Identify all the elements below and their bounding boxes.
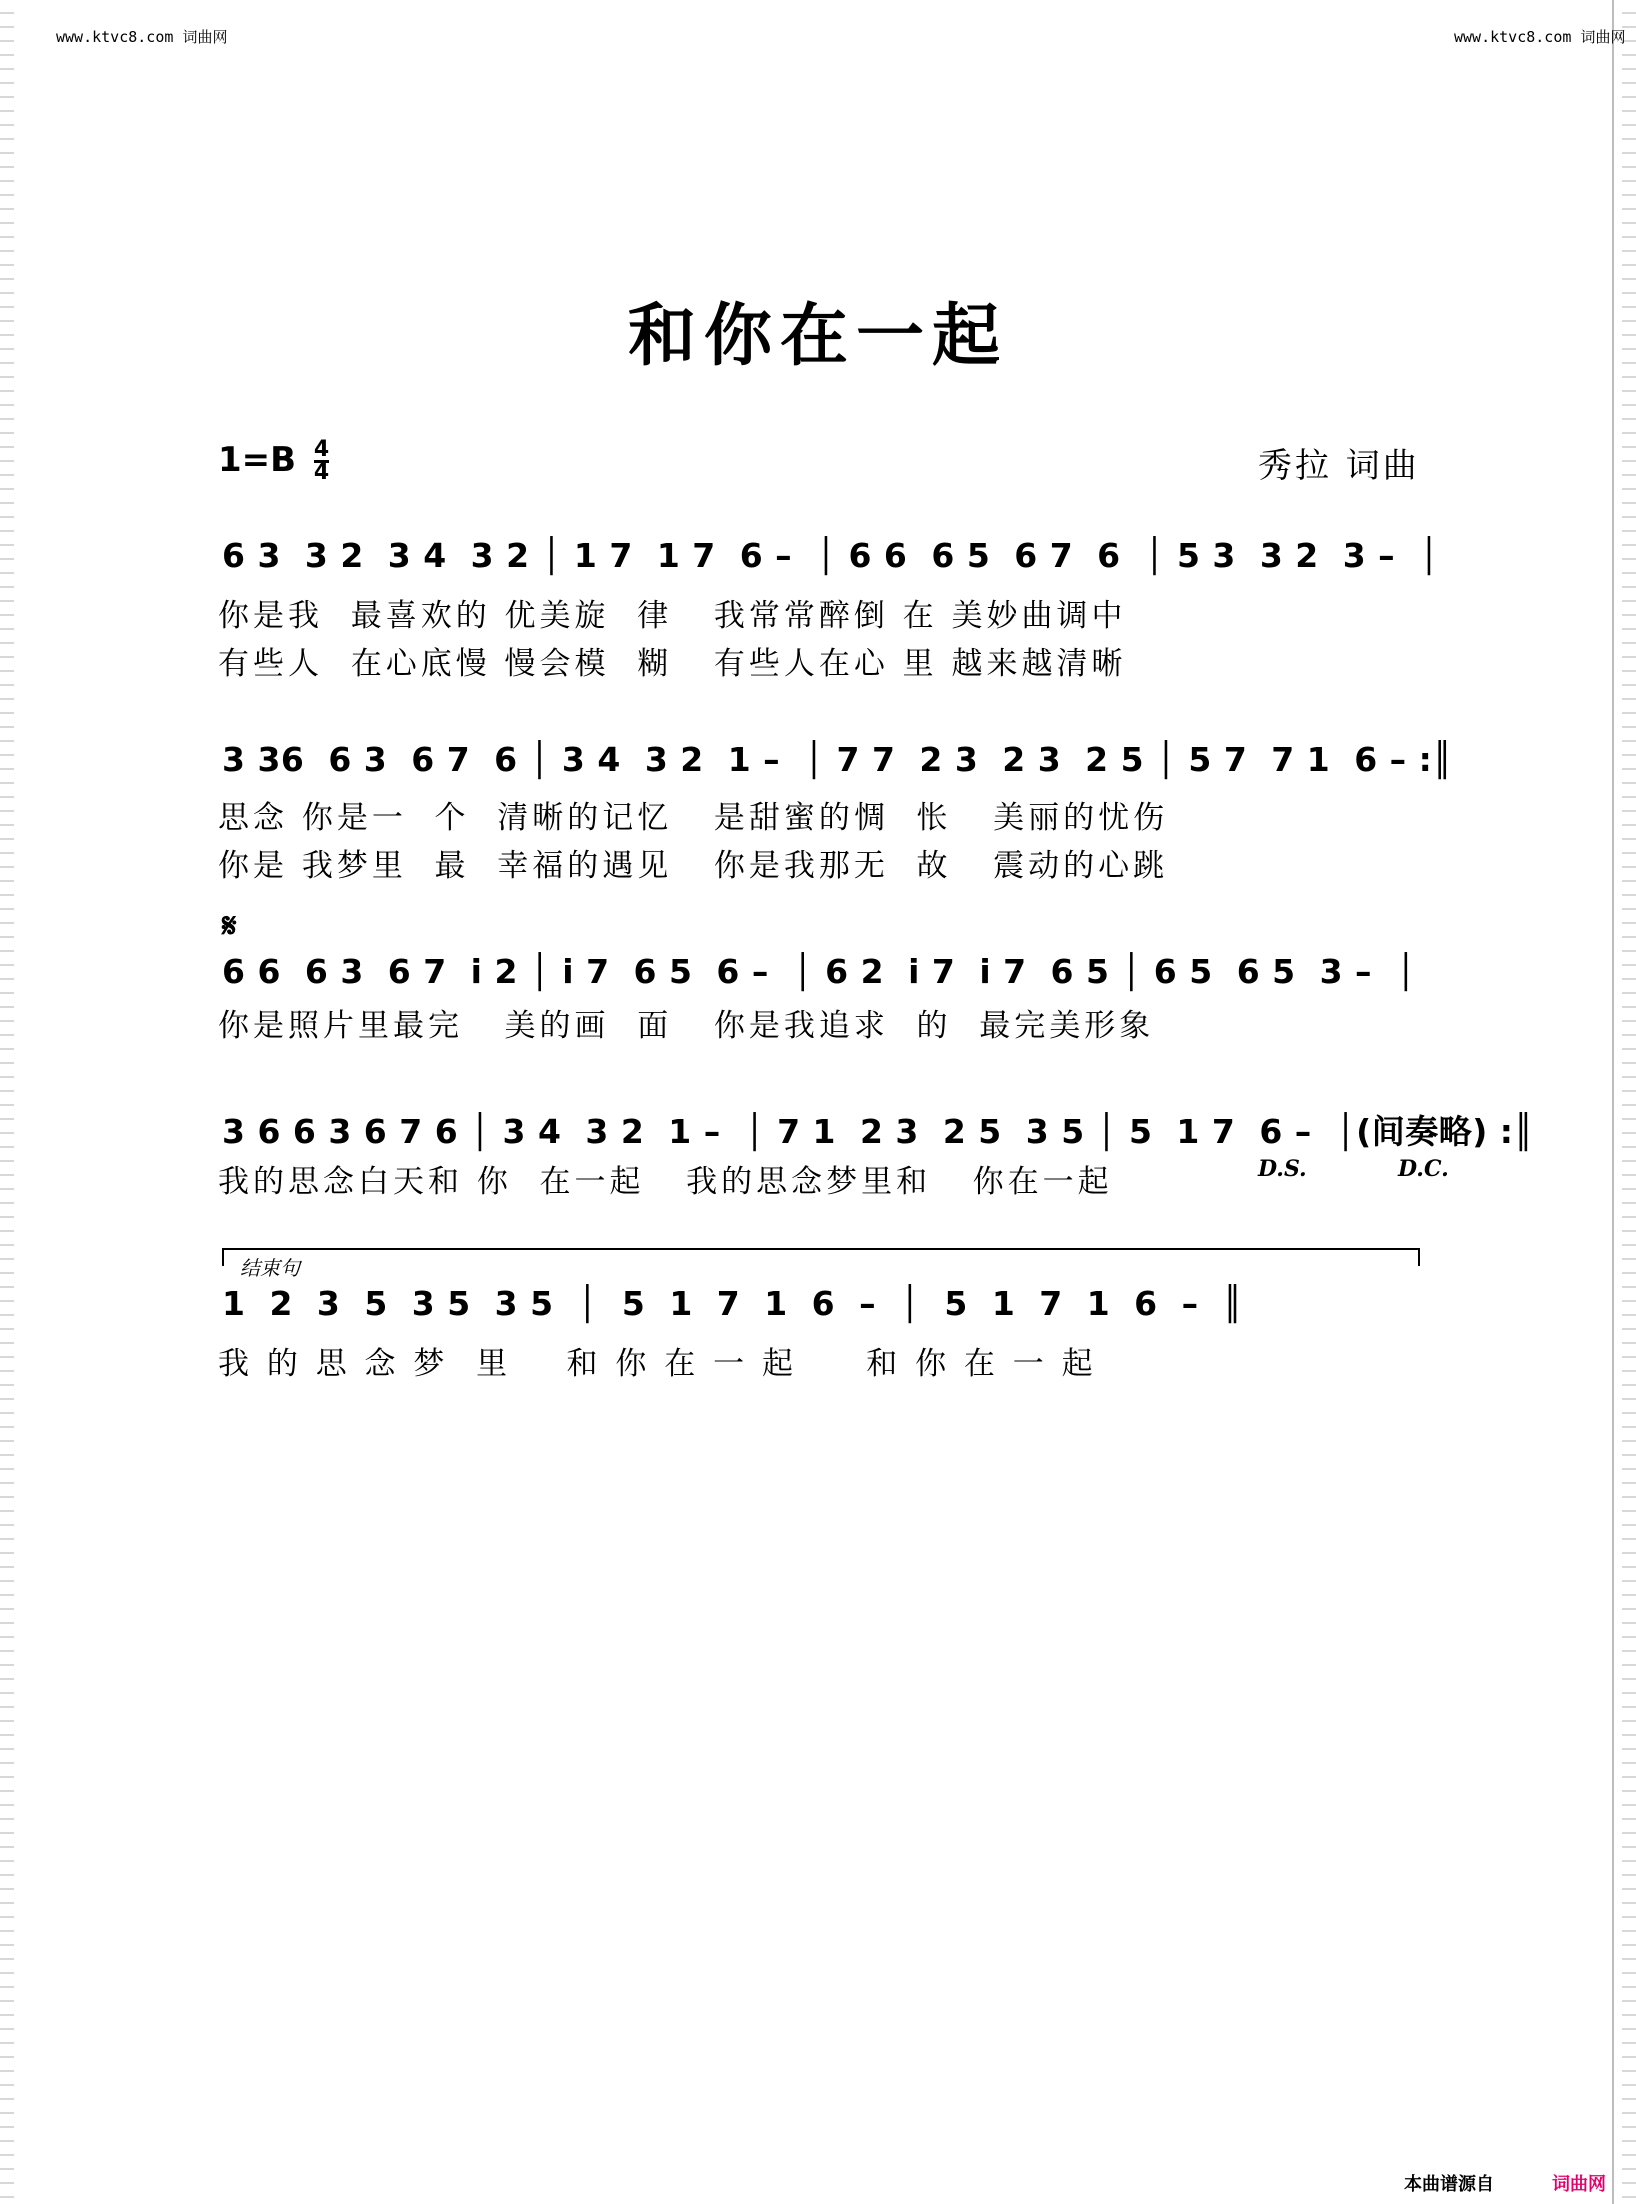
notation-line-4: 3 6 6 3 6 7 6 │ 3 4 3 2 1 – │ 7 1 2 3 2 5 3 5 │ 5 1 7 6 – │(间奏略) :║ <box>222 1112 1534 1151</box>
time-signature <box>313 437 330 485</box>
lyrics-line-2-verse-2: 你是 我梦里 最 幸福的遇见 你是我那无 故 震动的心跳 <box>218 848 1169 884</box>
ending-label: 结束句 <box>240 1256 300 1280</box>
header-right-site[interactable]: www.ktvc8.com <box>1454 28 1572 46</box>
ending-bracket-left-tick <box>222 1248 224 1266</box>
lyrics-line-2-verse-1: 思念 你是一 个 清晰的记忆 是甜蜜的惆 怅 美丽的忧伤 <box>218 800 1169 836</box>
key-label: 1=B <box>218 440 297 480</box>
lyrics-line-1-verse-2: 有些人 在心底慢 慢会模 糊 有些人在心 里 越来越清晰 <box>218 646 1127 682</box>
notation-line-3: 6 6 6 3 6 7 i 2 │ i 7 6 5 6 – │ 6 2 i 7 i 7 6 5 │ 6 5 6 5 3 – │ <box>222 952 1417 991</box>
header-left-name: 词曲网 <box>182 28 228 46</box>
notation-line-1: 6 3 3 2 3 4 3 2 │ 1 7 1 7 6 – │ 6 6 6 5 6 7 6 │ 5 3 3 2 3 – │ <box>222 536 1440 575</box>
notation-ending: 1 2 3 5 3 5 3 5 │ 5 1 7 1 6 – │ 5 1 7 1 6 – ║ <box>222 1284 1243 1323</box>
lyrics-line-3-verse-1: 你是照片里最完 美的画 面 你是我追求 的 最完美形象 <box>218 1008 1155 1044</box>
dc-marking: D.C. <box>1398 1156 1449 1182</box>
header-right <box>1454 26 1625 47</box>
ds-marking: D.S. <box>1258 1156 1307 1182</box>
header-left-site[interactable]: www.ktvc8.com <box>56 28 174 46</box>
segno-sign: 𝄋 <box>222 906 237 946</box>
author-credit: 秀拉 词曲 <box>1258 446 1420 486</box>
notation-line-2: 3 36 6 3 6 7 6 │ 3 4 3 2 1 – │ 7 7 2 3 2 3 2 5 │ 5 7 7 1 6 – :║ <box>222 740 1453 779</box>
footer-source-label: 本曲谱源自 <box>1404 2174 1494 2195</box>
lyrics-line-4-verse-1: 我的思念白天和 你 在一起 我的思念梦里和 你在一起 <box>218 1164 1113 1200</box>
lyrics-ending: 我 的 思 念 梦 里 和 你 在 一 起 和 你 在 一 起 <box>218 1346 1097 1382</box>
ending-bracket <box>222 1248 1418 1250</box>
time-sig-top: 4 <box>313 437 330 462</box>
lyrics-line-1-verse-1: 你是我 最喜欢的 优美旋 律 我常常醉倒 在 美妙曲调中 <box>218 598 1127 634</box>
header-left <box>56 26 227 47</box>
header-right-name: 词曲网 <box>1580 28 1626 46</box>
ending-bracket-right-tick <box>1418 1248 1420 1266</box>
footer-brand[interactable]: 词曲网 <box>1552 2174 1606 2195</box>
time-sig-bottom: 4 <box>313 460 330 485</box>
song-title: 和你在一起 <box>627 296 1008 376</box>
key-signature <box>218 437 330 485</box>
